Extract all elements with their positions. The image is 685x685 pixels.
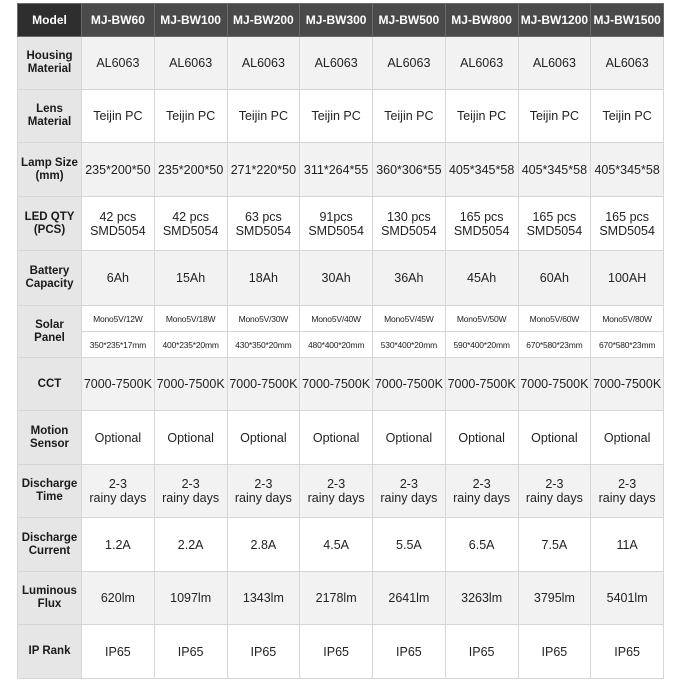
solar-size-cell: 400*235*20mm <box>154 332 227 358</box>
table-cell: 18Ah <box>227 251 300 306</box>
cell-line: Solar <box>35 318 64 331</box>
table-cell: IP65 <box>300 625 373 679</box>
table-cell: Teijin PC <box>445 90 518 143</box>
table-cell: 6.5A <box>445 518 518 572</box>
row-label-discharge_current <box>18 518 82 572</box>
cell-line: CCT <box>37 377 62 390</box>
row-label-battery <box>18 251 82 306</box>
table-cell: IP65 <box>82 625 155 679</box>
solar-power-cell: Mono5V/40W <box>300 306 373 332</box>
table-cell: Teijin PC <box>591 90 664 143</box>
cell-line: Capacity <box>25 278 74 290</box>
solar-power-cell: Mono5V/80W <box>591 306 664 332</box>
spec-table <box>17 3 664 679</box>
table-cell: 5.5A <box>373 518 446 572</box>
table-row <box>18 143 664 197</box>
solar-size-cell: 670*580*23mm <box>518 332 591 358</box>
cell-line: 42 pcs <box>99 209 137 224</box>
table-cell: 100AH <box>591 251 664 306</box>
table-cell: 2.8A <box>227 518 300 572</box>
table-cell: 311*264*55 <box>300 143 373 197</box>
table-cell: Optional <box>373 411 446 465</box>
cell-line: 165 pcs <box>459 209 504 224</box>
table-cell <box>300 197 373 251</box>
cell-line: SMD5054 <box>90 223 146 238</box>
table-cell: 7000-7500K <box>300 358 373 411</box>
table-cell <box>373 197 446 251</box>
cell-line: SMD5054 <box>162 223 219 238</box>
cell-line: 2-3 <box>181 477 200 491</box>
table-cell: 3795lm <box>518 572 591 625</box>
table-cell: 7000-7500K <box>373 358 446 411</box>
table-cell: 2641lm <box>373 572 446 625</box>
table-cell: 405*345*58 <box>591 143 664 197</box>
model-name: MJ-BW60 <box>82 4 155 37</box>
model-name: MJ-BW500 <box>373 4 446 37</box>
table-row <box>18 625 664 679</box>
table-cell: Teijin PC <box>154 90 227 143</box>
table-cell: IP65 <box>227 625 300 679</box>
cell-line: rainy days <box>162 491 220 505</box>
table-row <box>18 37 664 90</box>
cell-line: Motion <box>30 424 69 437</box>
cell-line: rainy days <box>598 491 656 505</box>
cell-line: 91pcs <box>319 209 353 224</box>
table-cell: IP65 <box>373 625 446 679</box>
cell-line: Sensor <box>30 437 69 450</box>
cell-line: 2-3 <box>545 477 564 491</box>
table-cell: 235*200*50 <box>82 143 155 197</box>
model-name: MJ-BW200 <box>227 4 300 37</box>
solar-size-cell: 430*350*20mm <box>227 332 300 358</box>
table-cell: 271*220*50 <box>227 143 300 197</box>
table-cell: 6Ah <box>82 251 155 306</box>
cell-line: LED QTY <box>24 210 75 223</box>
table-cell: 30Ah <box>300 251 373 306</box>
table-cell <box>591 465 664 518</box>
table-cell: 7000-7500K <box>227 358 300 411</box>
row-label-ip <box>18 625 82 679</box>
table-cell <box>518 465 591 518</box>
table-cell: 36Ah <box>373 251 446 306</box>
table-cell: Optional <box>154 411 227 465</box>
cell-line: 130 pcs <box>386 209 431 224</box>
table-cell: Teijin PC <box>227 90 300 143</box>
table-cell <box>82 197 155 251</box>
table-cell: 7000-7500K <box>82 358 155 411</box>
table-cell: Optional <box>82 411 155 465</box>
table-row <box>18 358 664 411</box>
table-cell <box>300 465 373 518</box>
table-cell: AL6063 <box>227 37 300 90</box>
cell-line: SMD5054 <box>381 223 437 238</box>
table-cell: 4.5A <box>300 518 373 572</box>
cell-line: 2-3 <box>254 477 273 491</box>
cell-line: Panel <box>34 331 65 344</box>
model-name: MJ-BW1200 <box>518 4 591 37</box>
table-cell <box>154 465 227 518</box>
table-cell: Teijin PC <box>373 90 446 143</box>
table-cell <box>518 197 591 251</box>
cell-line: Time <box>36 491 63 503</box>
cell-line: 165 pcs <box>605 209 650 224</box>
table-cell: 11A <box>591 518 664 572</box>
cell-line: SMD5054 <box>235 223 292 238</box>
table-cell: 7.5A <box>518 518 591 572</box>
cell-line: SMD5054 <box>526 223 583 238</box>
row-label-motion <box>18 411 82 465</box>
table-cell: Optional <box>300 411 373 465</box>
cell-line: rainy days <box>525 491 583 505</box>
cell-line: 63 pcs <box>244 209 282 224</box>
table-cell <box>373 465 446 518</box>
table-row <box>18 518 664 572</box>
cell-line: rainy days <box>380 491 438 505</box>
model-header: Model <box>18 4 82 37</box>
table-cell: 7000-7500K <box>154 358 227 411</box>
cell-line: Battery <box>29 265 70 277</box>
table-cell: 1.2A <box>82 518 155 572</box>
table-cell: 405*345*58 <box>518 143 591 197</box>
cell-line: rainy days <box>307 491 365 505</box>
table-cell: 15Ah <box>154 251 227 306</box>
cell-line: SMD5054 <box>599 223 655 238</box>
solar-size-cell: 350*235*17mm <box>82 332 155 358</box>
cell-line: 2-3 <box>472 477 491 491</box>
row-label-lamp_size <box>18 143 82 197</box>
solar-power-cell: Mono5V/18W <box>154 306 227 332</box>
table-cell: AL6063 <box>300 37 373 90</box>
row-label-discharge_time <box>18 465 82 518</box>
table-cell: 7000-7500K <box>591 358 664 411</box>
model-name: MJ-BW1500 <box>591 4 664 37</box>
table-cell: AL6063 <box>154 37 227 90</box>
cell-line: Current <box>28 544 71 557</box>
row-label-led_qty <box>18 197 82 251</box>
cell-line: Material <box>27 116 72 128</box>
table-row <box>18 572 664 625</box>
cell-line: Lamp Size <box>21 156 78 169</box>
row-label-lens <box>18 90 82 143</box>
cell-line: Flux <box>37 598 62 610</box>
cell-line: IP Rank <box>28 645 71 657</box>
table-cell: 1343lm <box>227 572 300 625</box>
row-label-cct <box>18 358 82 411</box>
table-row <box>18 306 664 332</box>
table-cell: 1097lm <box>154 572 227 625</box>
table-cell: 620lm <box>82 572 155 625</box>
table-cell: Optional <box>227 411 300 465</box>
solar-size-cell: 480*400*20mm <box>300 332 373 358</box>
table-cell <box>445 197 518 251</box>
solar-power-cell: Mono5V/60W <box>518 306 591 332</box>
table-cell <box>154 197 227 251</box>
row-label-housing <box>18 37 82 90</box>
cell-line: 2-3 <box>618 477 637 491</box>
model-name: MJ-BW800 <box>445 4 518 37</box>
table-cell: IP65 <box>518 625 591 679</box>
table-cell: 7000-7500K <box>445 358 518 411</box>
table-cell: Optional <box>591 411 664 465</box>
table-cell: 7000-7500K <box>518 358 591 411</box>
cell-line: Housing <box>26 50 73 62</box>
cell-line: 2-3 <box>108 477 127 491</box>
row-label-flux <box>18 572 82 625</box>
cell-line: rainy days <box>234 491 292 505</box>
cell-line: 2-3 <box>399 477 418 491</box>
table-cell: 45Ah <box>445 251 518 306</box>
table-row <box>18 332 664 358</box>
table-cell: Optional <box>518 411 591 465</box>
cell-line: Discharge <box>21 531 78 544</box>
solar-size-cell: 670*580*23mm <box>591 332 664 358</box>
table-cell: Teijin PC <box>300 90 373 143</box>
solar-power-cell: Mono5V/45W <box>373 306 446 332</box>
table-cell: 235*200*50 <box>154 143 227 197</box>
cell-line: (PCS) <box>33 223 66 236</box>
table-cell: 5401lm <box>591 572 664 625</box>
cell-line: (mm) <box>35 169 64 182</box>
cell-line: 2-3 <box>327 477 346 491</box>
table-cell <box>227 197 300 251</box>
table-cell <box>227 465 300 518</box>
model-name: MJ-BW100 <box>154 4 227 37</box>
model-name: MJ-BW300 <box>300 4 373 37</box>
cell-line: Lens <box>36 103 63 115</box>
table-cell: Teijin PC <box>518 90 591 143</box>
table-cell: IP65 <box>154 625 227 679</box>
table-cell: 405*345*58 <box>445 143 518 197</box>
cell-line: Discharge <box>21 478 78 490</box>
cell-line: SMD5054 <box>308 223 364 238</box>
table-cell: AL6063 <box>82 37 155 90</box>
solar-power-cell: Mono5V/50W <box>445 306 518 332</box>
table-cell: AL6063 <box>445 37 518 90</box>
table-row <box>18 90 664 143</box>
solar-size-cell: 590*400*20mm <box>445 332 518 358</box>
table-row <box>18 251 664 306</box>
table-cell: 360*306*55 <box>373 143 446 197</box>
table-cell <box>82 465 155 518</box>
cell-line: rainy days <box>89 491 147 505</box>
table-cell: IP65 <box>445 625 518 679</box>
table-row <box>18 197 664 251</box>
table-cell <box>591 197 664 251</box>
table-cell: IP65 <box>591 625 664 679</box>
solar-power-cell: Mono5V/30W <box>227 306 300 332</box>
cell-line: 42 pcs <box>172 209 210 224</box>
cell-line: rainy days <box>453 491 511 505</box>
solar-size-cell: 530*400*20mm <box>373 332 446 358</box>
table-cell: AL6063 <box>591 37 664 90</box>
table-cell <box>445 465 518 518</box>
table-cell: 2178lm <box>300 572 373 625</box>
cell-line: Luminous <box>22 585 77 597</box>
table-row <box>18 465 664 518</box>
table-row <box>18 411 664 465</box>
table-cell: Optional <box>445 411 518 465</box>
table-cell: 60Ah <box>518 251 591 306</box>
table-cell: 3263lm <box>445 572 518 625</box>
table-cell: AL6063 <box>518 37 591 90</box>
solar-power-cell: Mono5V/12W <box>82 306 155 332</box>
cell-line: 165 pcs <box>532 209 577 224</box>
table-cell: 2.2A <box>154 518 227 572</box>
cell-line: Material <box>27 63 72 75</box>
row-label-solar <box>18 306 82 358</box>
table-cell: Teijin PC <box>82 90 155 143</box>
cell-line: SMD5054 <box>453 223 510 238</box>
table-cell: AL6063 <box>373 37 446 90</box>
header-row <box>18 4 664 37</box>
